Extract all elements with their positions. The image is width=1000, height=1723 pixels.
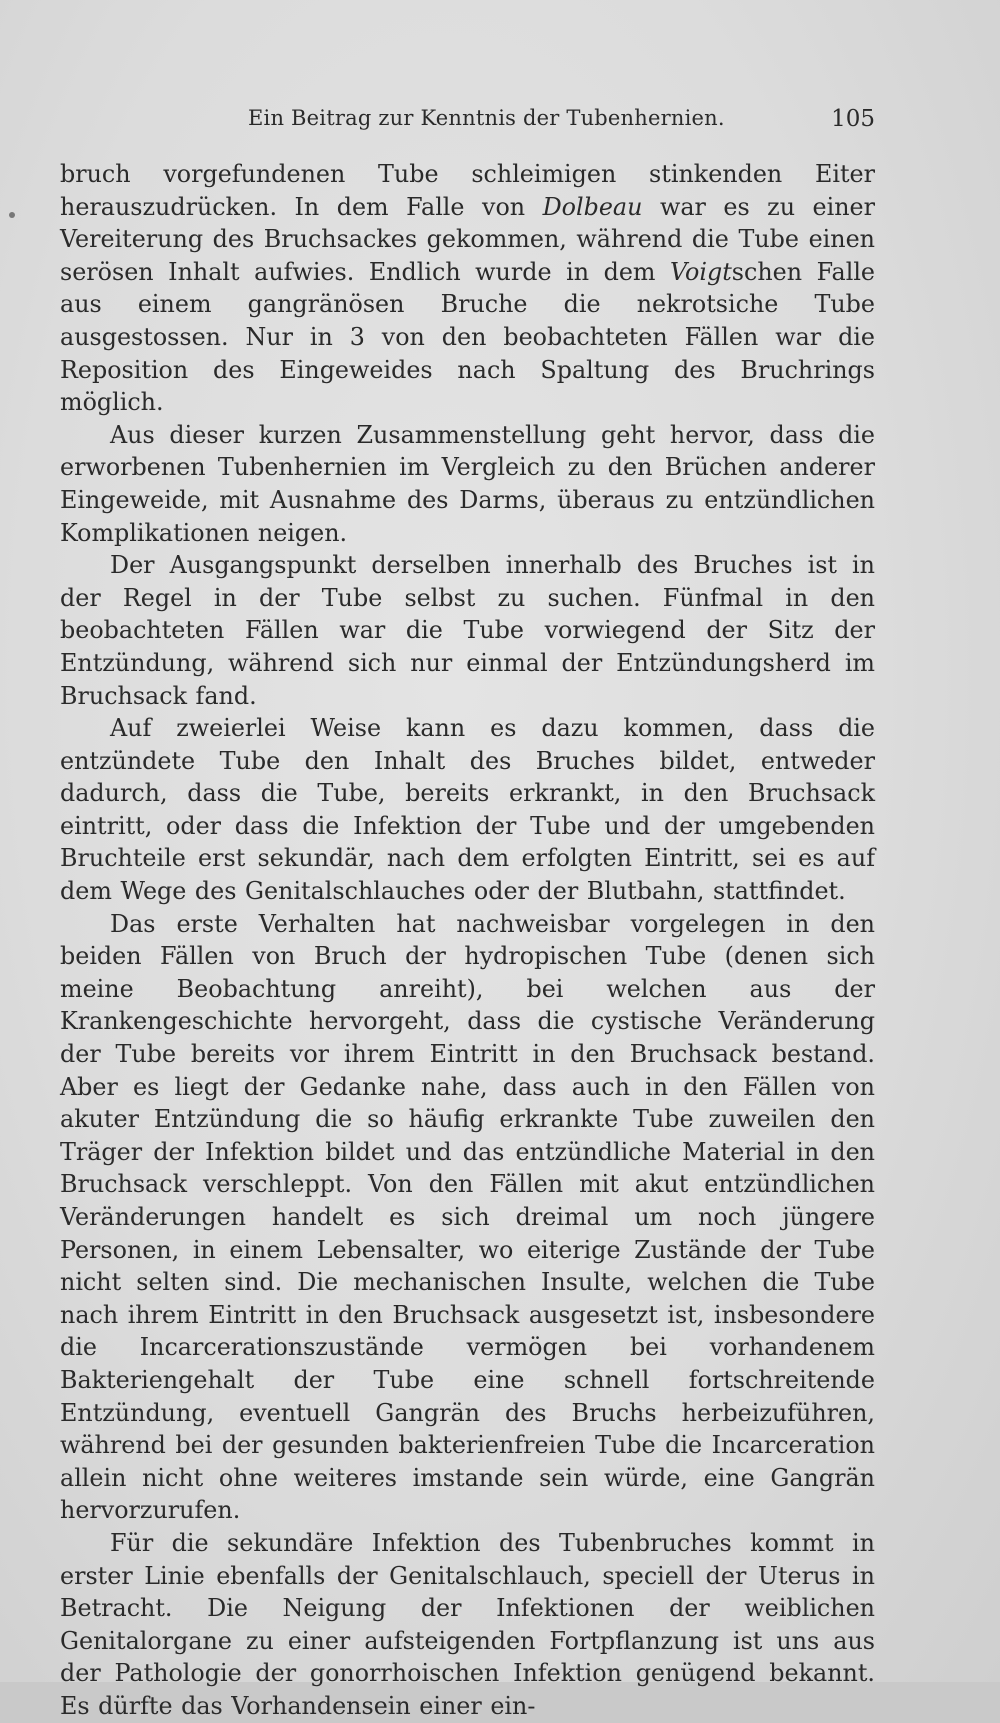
- running-title: Ein Beitrag zur Kenntnis der Tubenhernien.: [248, 106, 725, 130]
- text-run: Für die sekundäre Infektion des Tubenbruches kommt in erster Linie ebenfalls der Genitalschlauch, speciell der Uterus in Betracht. Die Neigung der Infektionen der weiblichen Genitalorgane zu einer aufsteigenden Fortpflanzung ist uns aus der Pathologie der gonorrhoischen Infektion genügend bekannt. Es dürfte das Vorhandensein einer ein-: [60, 1528, 875, 1720]
- page-number: 105: [831, 106, 875, 132]
- text-run: Das erste Verhalten hat nachweisbar vorgelegen in den beiden Fällen von Bruch der hydropischen Tube (denen sich meine Beobachtung anreiht), bei welchen aus der Krankengeschichte hervorgeht, dass die cystische Veränderung der Tube bereits vor ihrem Eintritt in den Bruchsack bestand. Aber es liegt der Gedanke nahe, dass auch in den Fällen von akuter Entzündung die so häufig erkrankte Tube zuweilen den Träger der Infektion bildet und das entzündliche Material in den Bruchsack verschleppt. Von den Fällen mit akut entzündlichen Veränderungen handelt es sich dreimal um noch jüngere Personen, in einem Lebensalter, wo eiterige Zustände der Tube nicht selten sind. Die mechanischen Insulte, welchen die Tube nach ihrem Eintritt in den Bruchsack ausgesetzt ist, insbesondere die Incarcerationszustände vermögen bei vorhandenem Bakteriengehalt der Tube eine schnell fortschreitende Entzündung, eventuell Gangrän des Bruchs herbeizuführen, während bei der gesunden bakterienfreien Tube die Incarceration allein nicht ohne weiteres imstande sein würde, eine Gangrän hervorzurufen.: [60, 909, 875, 1525]
- text-run: war es zu einer Vereiterung des Bruchsackes gekommen, während die Tube einen serösen Inhalt aufwies. Endlich wurde in dem: [60, 192, 875, 286]
- italic-name: Voigt: [670, 257, 732, 286]
- paragraph: [60, 549, 875, 712]
- text-run: Aus dieser kurzen Zusammenstellung geht hervor, dass die erworbenen Tubenhernien im Vergleich zu den Brüchen anderer Eingeweide, mit Ausnahme des Darms, überaus zu entzündlichen Komplikationen neigen.: [60, 420, 875, 547]
- italic-name: Dolbeau: [542, 192, 643, 221]
- paragraph: [60, 158, 875, 419]
- text-run: Der Ausgangspunkt derselben innerhalb des Bruches ist in der Regel in der Tube selbst zu suchen. Fünfmal in den beobachteten Fällen war die Tube vorwiegend der Sitz der Entzündung, während sich nur einmal der Entzündungsherd im Bruchsack fand.: [60, 551, 875, 710]
- running-head: [60, 106, 875, 140]
- text-run: schen Falle aus einem gangränösen Bruche die nekrotsiche Tube ausgestossen. Nur in 3 von den beobachteten Fällen war die Reposition des Eingeweides nach Spaltung des Bruchrings möglich.: [60, 257, 876, 417]
- margin-mark: [9, 212, 15, 218]
- text-run: bruch vorgefundenen Tube schleimigen stinkenden Eiter herauszudrücken. In dem Falle von: [60, 160, 875, 221]
- body-text: [60, 158, 875, 1723]
- text-run: Auf zweierlei Weise kann es dazu kommen, dass die entzündete Tube den Inhalt des Bruches bildet, entweder dadurch, dass die Tube, bereits erkrankt, in den Bruchsack eintritt, oder dass die Infektion der Tube und der umgebenden Bruchteile erst sekundär, nach dem erfolgten Eintritt, sei es auf dem Wege des Genitalschlauches oder der Blutbahn, stattfindet.: [60, 714, 875, 906]
- paragraph: [60, 712, 875, 908]
- paragraph: [60, 908, 875, 1527]
- paragraph: [60, 419, 875, 549]
- paragraph: [60, 1527, 875, 1723]
